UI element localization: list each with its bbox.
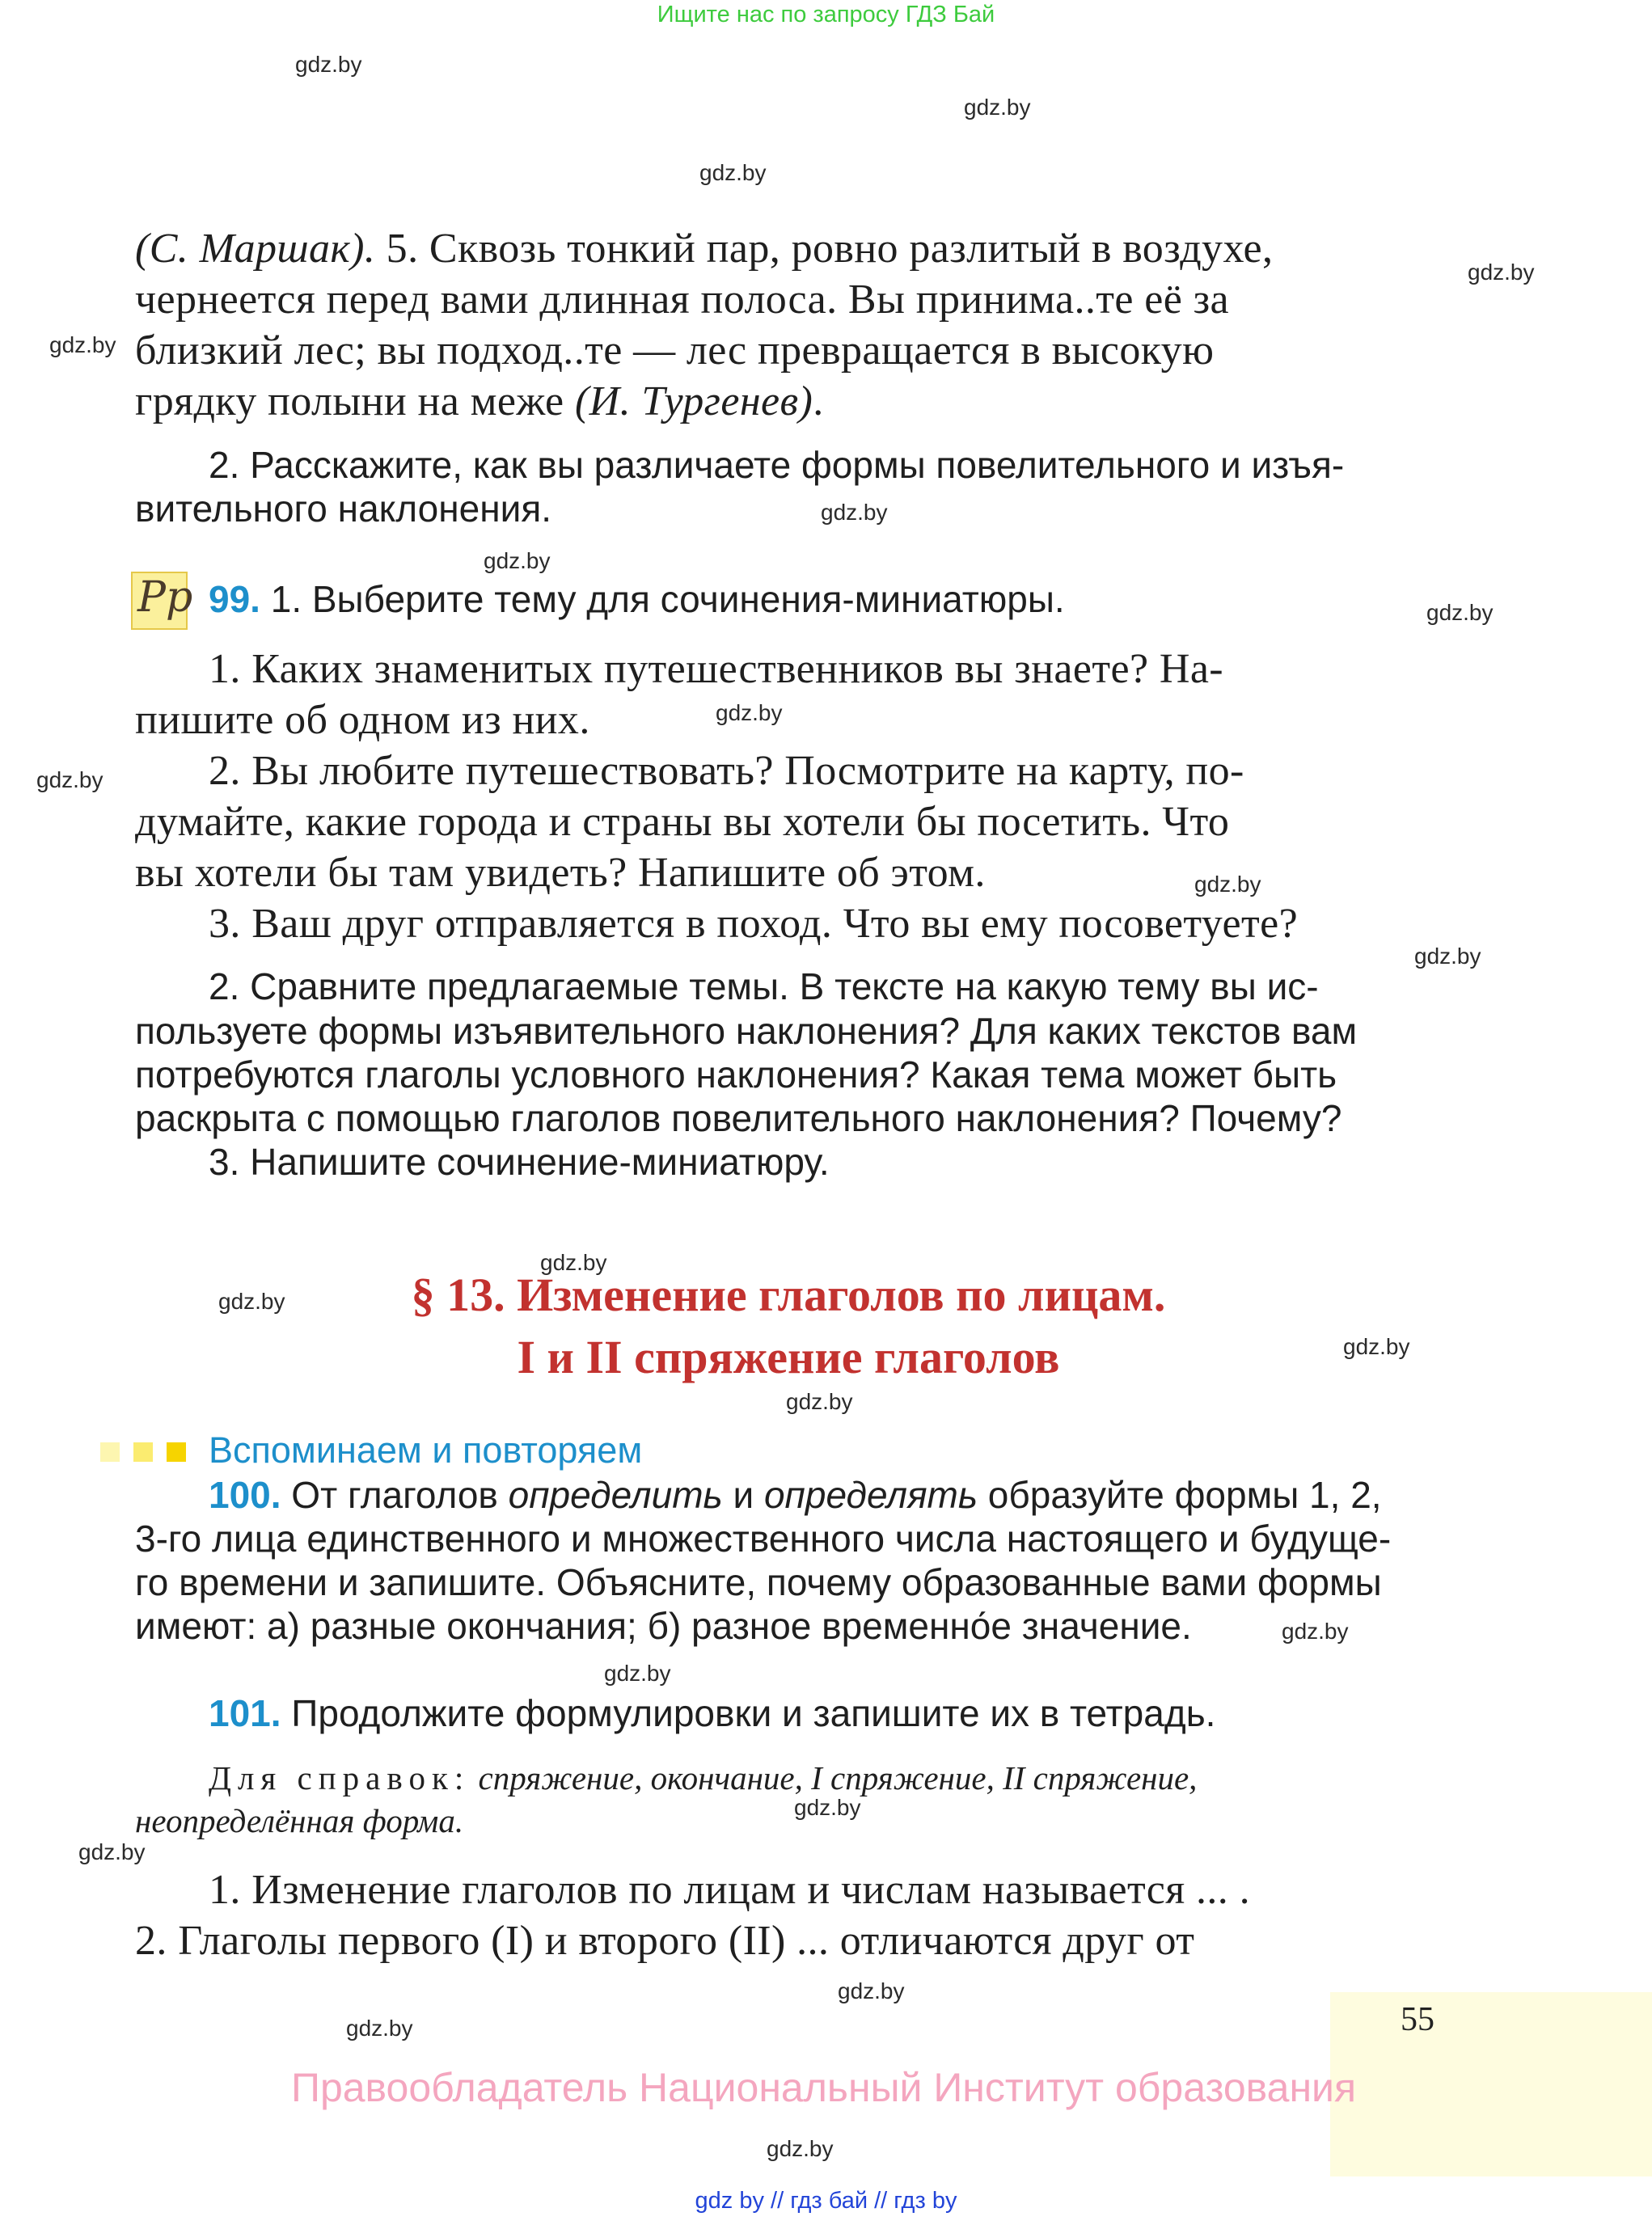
task-100-line: имеют: а) разные окончания; б) разное временно́е значение. xyxy=(135,1605,1192,1647)
watermark: gdz.by xyxy=(838,1978,905,2003)
review-square-light xyxy=(100,1442,120,1462)
task-instruction: потребуются глаголы условного наклонения? Какая тема может быть xyxy=(135,1053,1337,1096)
task-100-line: го времени и запишите. Объясните, почему образованные вами формы xyxy=(135,1561,1382,1603)
watermark: gdz.by xyxy=(1414,944,1481,969)
watermark: gdz.by xyxy=(794,1795,861,1820)
review-label: Вспоминаем и повторяем xyxy=(209,1429,643,1471)
formulation-line: 2. Глаголы первого (I) и второго (II) ... отличаются друг от xyxy=(135,1918,1195,1964)
formulation-line: 1. Изменение глаголов по лицам и числам называется ... . xyxy=(209,1867,1250,1913)
watermark: gdz.by xyxy=(1468,260,1535,285)
watermark: gdz.by xyxy=(49,332,116,357)
task-instruction: раскрыта с помощью глаголов повелительного наклонения? Почему? xyxy=(135,1097,1342,1139)
watermark: gdz.by xyxy=(1194,872,1261,897)
reference-line: Для справок: спряжение, окончание, I спряжение, II спряжение, xyxy=(209,1759,1198,1796)
text-line: чернеется перед вами длинная полоса. Вы принима..те её за xyxy=(135,277,1230,323)
task-100-line: 3-го лица единственного и множественного числа настоящего и будуще- xyxy=(135,1518,1392,1560)
task-instruction: 2. Сравните предлагаемые темы. В тексте на какую тему вы ис- xyxy=(209,965,1319,1007)
watermark: gdz.by xyxy=(767,2136,834,2161)
section-heading: § 13. Изменение глаголов по лицам. xyxy=(411,1269,1166,1321)
task-instruction: 3. Напишите сочинение-миниатюру. xyxy=(209,1141,830,1183)
watermark: gdz.by xyxy=(295,52,362,77)
review-square-bright xyxy=(167,1442,186,1462)
watermark: gdz.by xyxy=(964,95,1031,120)
topic-line: 1. Каких знаменитых путешественников вы знаете? На- xyxy=(209,646,1224,692)
task-instruction: пользуете формы изъявительного наклонения? Для каких текстов вам xyxy=(135,1010,1358,1052)
watermark: gdz.by xyxy=(1426,600,1494,625)
watermark: gdz.by xyxy=(1343,1334,1410,1359)
section-heading: I и II спряжение глаголов xyxy=(517,1331,1060,1383)
watermark: gdz.by xyxy=(604,1661,671,1686)
task-101-line: 101. Продолжите формулировки и запишите их в тетрадь. xyxy=(209,1692,1216,1734)
watermark: gdz.by xyxy=(484,548,551,573)
topic-line: вы хотели бы там увидеть? Напишите об этом. xyxy=(135,850,986,896)
speech-development-badge: Рр xyxy=(131,572,188,630)
topic-line: пишите об одном из них. xyxy=(135,697,590,743)
watermark: gdz.by xyxy=(36,767,104,792)
watermark: gdz.by xyxy=(699,160,767,185)
watermark: gdz.by xyxy=(346,2016,413,2041)
text-line: грядку полыни на меже (И. Тургенев). xyxy=(135,378,824,424)
text-line: близкий лес; вы подход..те — лес превращается в высокую xyxy=(135,327,1215,374)
topic-line: думайте, какие города и страны вы хотели бы посетить. Что xyxy=(135,799,1230,845)
page-corner xyxy=(1330,1992,1652,2176)
bottom-banner: gdz by // гдз бай // гдз by xyxy=(695,2188,957,2214)
task-99-intro: 99. 1. Выберите тему для сочинения-миниатюры. xyxy=(209,578,1065,620)
watermark: gdz.by xyxy=(78,1839,146,1864)
topic-line: 2. Вы любите путешествовать? Посмотрите на карту, по- xyxy=(209,748,1244,794)
task-100-line: 100. От глаголов определить и определять образуйте формы 1, 2, xyxy=(209,1474,1382,1516)
text-line: (С. Маршак). 5. Сквозь тонкий пар, ровно разлитый в воздухе, xyxy=(135,226,1274,272)
watermark: gdz.by xyxy=(1282,1619,1349,1644)
watermark: gdz.by xyxy=(786,1389,853,1414)
watermark: gdz.by xyxy=(218,1289,285,1314)
topic-line: 3. Ваш друг отправляется в поход. Что вы ему посоветуете? xyxy=(209,901,1299,947)
page-number: 55 xyxy=(1401,2001,1434,2038)
task-instruction: 2. Расскажите, как вы различаете формы повелительного и изъя- xyxy=(209,444,1345,486)
top-banner: Ищите нас по запросу ГДЗ Бай xyxy=(657,2,995,27)
copyright-notice: Правообладатель Национальный Институт образования xyxy=(291,2065,1357,2110)
watermark: gdz.by xyxy=(821,500,888,525)
task-instruction: вительного наклонения. xyxy=(135,488,552,530)
watermark: gdz.by xyxy=(540,1250,607,1275)
review-square-mid xyxy=(133,1442,153,1462)
watermark: gdz.by xyxy=(716,700,783,725)
reference-line: неопределённая форма. xyxy=(135,1802,464,1839)
